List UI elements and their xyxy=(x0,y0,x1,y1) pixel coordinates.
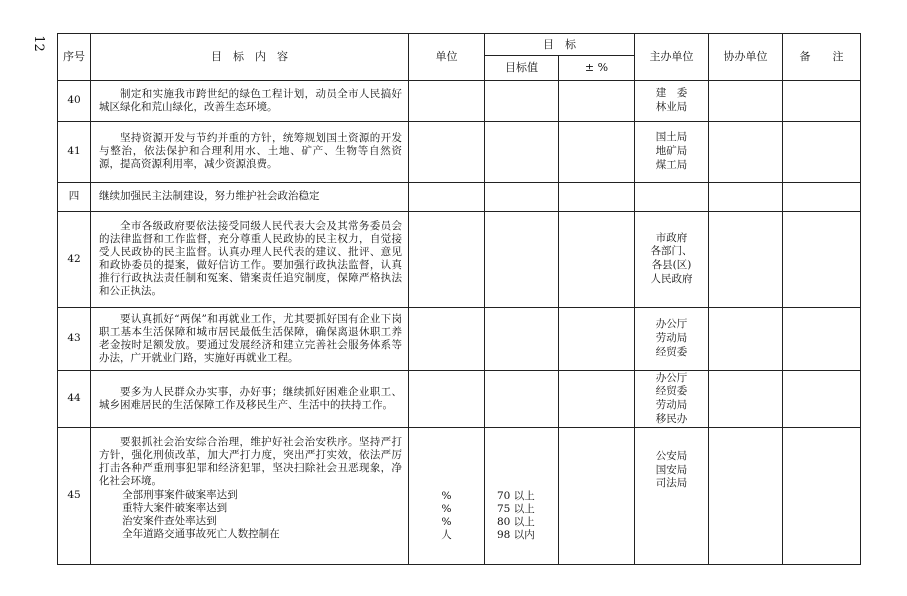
row-remarks xyxy=(783,183,861,212)
row-content xyxy=(91,80,409,121)
indicator-value: 98 以内 xyxy=(497,528,535,541)
row-lead-org: 国土局 地矿局 煤工局 xyxy=(635,121,709,182)
row-text: 全市各级政府要依法接受同级人民代表大会及其常务委员会的法律监督和工作监督，充分尊重人民政协的民主权力，自觉接受人民政协的民主监督。认真办理人民代表的建议、批评、意见和政协委员的提案，做好信访工作。要加强行政执法监督，认真推行行政执法责任制和冤案、错案责任追究制度，保障严格执法和公正执法。 xyxy=(99,219,402,298)
row-assist-org xyxy=(709,121,783,182)
section-seq: 四 xyxy=(58,183,91,212)
row-assist-org xyxy=(709,80,783,121)
row-content xyxy=(91,428,409,565)
row-content xyxy=(91,211,409,307)
row-unit xyxy=(409,121,485,182)
row-lead-org: 办公厅 劳动局 经贸委 xyxy=(635,307,709,370)
indicator-value: 80 以上 xyxy=(497,515,535,528)
row-lead-org xyxy=(635,183,709,212)
indicator-unit: % xyxy=(441,515,452,528)
row-target-value xyxy=(485,428,559,565)
row-assist-org xyxy=(709,183,783,212)
indicator-value: 75 以上 xyxy=(497,502,535,515)
table-row xyxy=(58,211,861,307)
row-target-value xyxy=(485,183,559,212)
row-target-value xyxy=(485,121,559,182)
row-tolerance xyxy=(559,370,635,427)
row-text: 坚持资源开发与节约并重的方针，统筹规划国土资源的开发与整治，依法保护和合理利用水、土地、矿产、生物等自然资源，提高资源利用率，减少资源浪费。 xyxy=(99,132,402,171)
row-content xyxy=(91,121,409,182)
row-target-value xyxy=(485,307,559,370)
row-assist-org xyxy=(709,370,783,427)
row-tolerance xyxy=(559,80,635,121)
row-tolerance xyxy=(559,183,635,212)
row-text: 要狠抓社会治安综合治理，维护好社会治安秩序。坚持严打方针，强化刑侦改革，加大严打力度，突出严打实效，依法严厉打击各种严重刑事犯罪和经济犯罪，坚决扫除社会丑恶现象，净化社会环境。 xyxy=(99,436,402,488)
page-number: 12 xyxy=(30,35,46,52)
row-assist-org xyxy=(709,428,783,565)
row-text: 要多为人民群众办实事，办好事；继续抓好困难企业职工、城乡困难居民的生活保障工作及移民生产、生活中的扶持工作。 xyxy=(99,385,402,411)
row-remarks xyxy=(783,211,861,307)
indicator-value: 70 以上 xyxy=(497,489,535,502)
header-row xyxy=(58,34,861,56)
table-row xyxy=(58,428,861,565)
table-row xyxy=(58,121,861,182)
row-text: 要认真抓好“两保”和再就业工作，尤其要抓好国有企业下岗职工基本生活保障和城市居民最低生活保障，确保离退休职工养老金按时足额发放。要通过发展经济和建立完善社会服务体系等办法，广开就业门路，实施好再就业工程。 xyxy=(99,312,402,364)
row-seq: 42 xyxy=(58,211,91,307)
row-tolerance xyxy=(559,307,635,370)
row-target-value xyxy=(485,370,559,427)
row-remarks xyxy=(783,80,861,121)
row-remarks xyxy=(783,307,861,370)
row-assist-org xyxy=(709,307,783,370)
row-tolerance xyxy=(559,428,635,565)
indicator-list xyxy=(99,489,402,542)
row-text: 制定和实施我市跨世纪的绿色工程计划，动员全市人民搞好城区绿化和荒山绿化，改善生态环境。 xyxy=(99,87,402,113)
row-seq: 45 xyxy=(58,428,91,565)
row-lead-org: 市政府 各部门、 各县(区) 人民政府 xyxy=(635,211,709,307)
row-unit xyxy=(409,80,485,121)
indicator-label: 全部刑事案件破案率达到 xyxy=(122,488,238,501)
row-lead-org: 建 委 林业局 xyxy=(635,80,709,121)
row-seq: 40 xyxy=(58,80,91,121)
row-content xyxy=(91,370,409,427)
row-unit xyxy=(409,428,485,565)
row-unit xyxy=(409,183,485,212)
row-tolerance xyxy=(559,121,635,182)
row-remarks xyxy=(783,121,861,182)
header-target-value: 目标值 xyxy=(485,56,559,81)
header-lead-org: 主办单位 xyxy=(635,34,709,81)
row-lead-org: 办公厅 经贸委 劳动局 移民办 xyxy=(635,370,709,427)
section-row xyxy=(58,183,861,212)
row-unit xyxy=(409,370,485,427)
row-unit xyxy=(409,307,485,370)
header-seq: 序号 xyxy=(58,34,91,81)
indicator-label: 全年道路交通事故死亡人数控制在 xyxy=(122,527,280,540)
row-unit xyxy=(409,211,485,307)
row-assist-org xyxy=(709,211,783,307)
targets-table xyxy=(57,33,861,565)
header-remarks: 备 注 xyxy=(783,34,861,81)
indicator-unit: % xyxy=(441,502,452,515)
row-remarks xyxy=(783,370,861,427)
row-seq: 43 xyxy=(58,307,91,370)
header-tolerance: ± % xyxy=(559,56,635,81)
indicator-unit: % xyxy=(441,489,452,502)
row-remarks xyxy=(783,428,861,565)
row-tolerance xyxy=(559,211,635,307)
indicator-unit: 人 xyxy=(441,528,452,541)
row-target-value xyxy=(485,211,559,307)
table-row xyxy=(58,307,861,370)
header-unit: 单位 xyxy=(409,34,485,81)
indicator-label: 重特大案件破案率达到 xyxy=(122,501,228,514)
row-target-value xyxy=(485,80,559,121)
section-title: 继续加强民主法制建设，努力维护社会政治稳定 xyxy=(91,183,409,212)
header-target: 目 标 xyxy=(485,34,635,56)
row-lead-org: 公安局 国安局 司法局 xyxy=(635,428,709,565)
indicator-label: 治安案件查处率达到 xyxy=(122,514,217,527)
row-seq: 44 xyxy=(58,370,91,427)
header-assist-org: 协办单位 xyxy=(709,34,783,81)
row-content xyxy=(91,307,409,370)
row-seq: 41 xyxy=(58,121,91,182)
header-content: 目 标 内 容 xyxy=(91,34,409,81)
table-row xyxy=(58,370,861,427)
table-row xyxy=(58,80,861,121)
